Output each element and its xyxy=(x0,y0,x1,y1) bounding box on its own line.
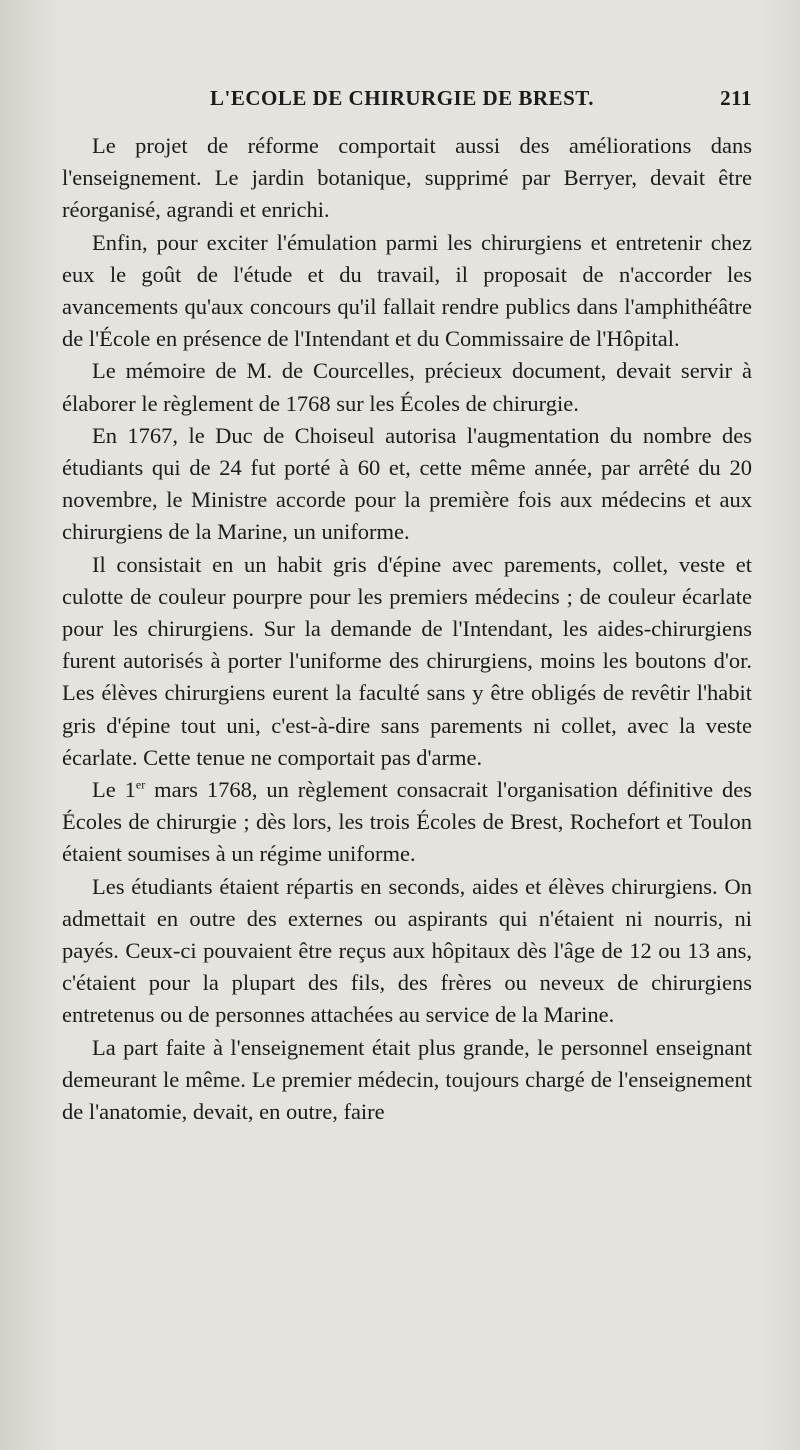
paragraph-students: Les étudiants étaient répartis en seconds, aides et élèves chirurgiens. On admettait en outre des externes ou aspirants qui n'étaient ni nourris, ni payés. Ceux-ci pouvaient être reçus aux hôpitaux dès l'âge de 12 ou 13 ans, c'étaient pour la plupart des fils, des frères ou neveux de chirurgiens entretenus ou de personnes attachées au service de la Marine. xyxy=(62,873,752,1028)
paragraph-reform-teaching: Le projet de réforme comportait aussi des améliorations dans l'enseignement. Le jardin botanique, supprimé par Berryer, devait être réorganisé, agrandi et enrichi. xyxy=(62,133,752,223)
running-head xyxy=(62,86,752,120)
book-page xyxy=(62,86,752,1128)
paragraph-courcelles-memoir: Le mémoire de M. de Courcelles, précieux document, devait servir à élaborer le règlement de 1768 sur les Écoles de chirurgie. xyxy=(62,358,752,416)
reglement-body-text: mars 1768, un règlement consacrait l'organisation définitive des Écoles de chirurgie ; dès lors, les trois Écoles de Brest, Rochefort et Toulon étaient soumises à un régime uniforme. xyxy=(62,777,752,867)
paragraph-teaching-staff: La part faite à l'enseignement était plus grande, le personnel enseignant demeurant le même. Le premier médecin, toujours chargé de l'enseignement de l'anatomie, devait, en outre, faire xyxy=(62,1034,752,1125)
paragraph-reglement-1768 xyxy=(62,774,752,871)
running-title: L'ECOLE DE CHIRURGIE DE BREST. xyxy=(210,86,594,110)
paragraph-competitions: Enfin, pour exciter l'émulation parmi les chirurgiens et entretenir chez eux le goût de l'étude et du travail, il proposait de n'accorder les avancements qu'aux concours qu'il fallait rendre publics dans l'amphithéâtre de l'École en présence de l'Intendant et du Commissaire de l'Hôpital. xyxy=(62,229,752,352)
page-number: 211 xyxy=(720,86,752,110)
paragraph-uniform-description: Il consistait en un habit gris d'épine avec parements, collet, veste et culotte de couleur pourpre pour les premiers médecins ; de couleur écarlate pour les chirurgiens. Sur la demande de l'Intendant, les aides-chirurgiens furent autorisés à porter l'uniforme des chirurgiens, moins les boutons d'or. Les élèves chirurgiens eurent la faculté sans y être obligés de revêtir l'habit gris d'épine tout uni, c'est-à-dire sans parements ni collet, avec la veste écarlate. Cette tenue ne comportait pas d'arme. xyxy=(62,551,752,770)
paragraph-uniform-1767: En 1767, le Duc de Choiseul autorisa l'augmentation du nombre des étudiants qui de 24 fut porté à 60 et, cette même année, par arrêté du 20 novembre, le Ministre accorde pour la première fois aux médecins et aux chirurgiens de la Marine, un uniforme. xyxy=(62,422,752,545)
ordinal-suffix: er xyxy=(135,777,146,792)
reglement-date-text: Le 1 xyxy=(92,777,136,803)
